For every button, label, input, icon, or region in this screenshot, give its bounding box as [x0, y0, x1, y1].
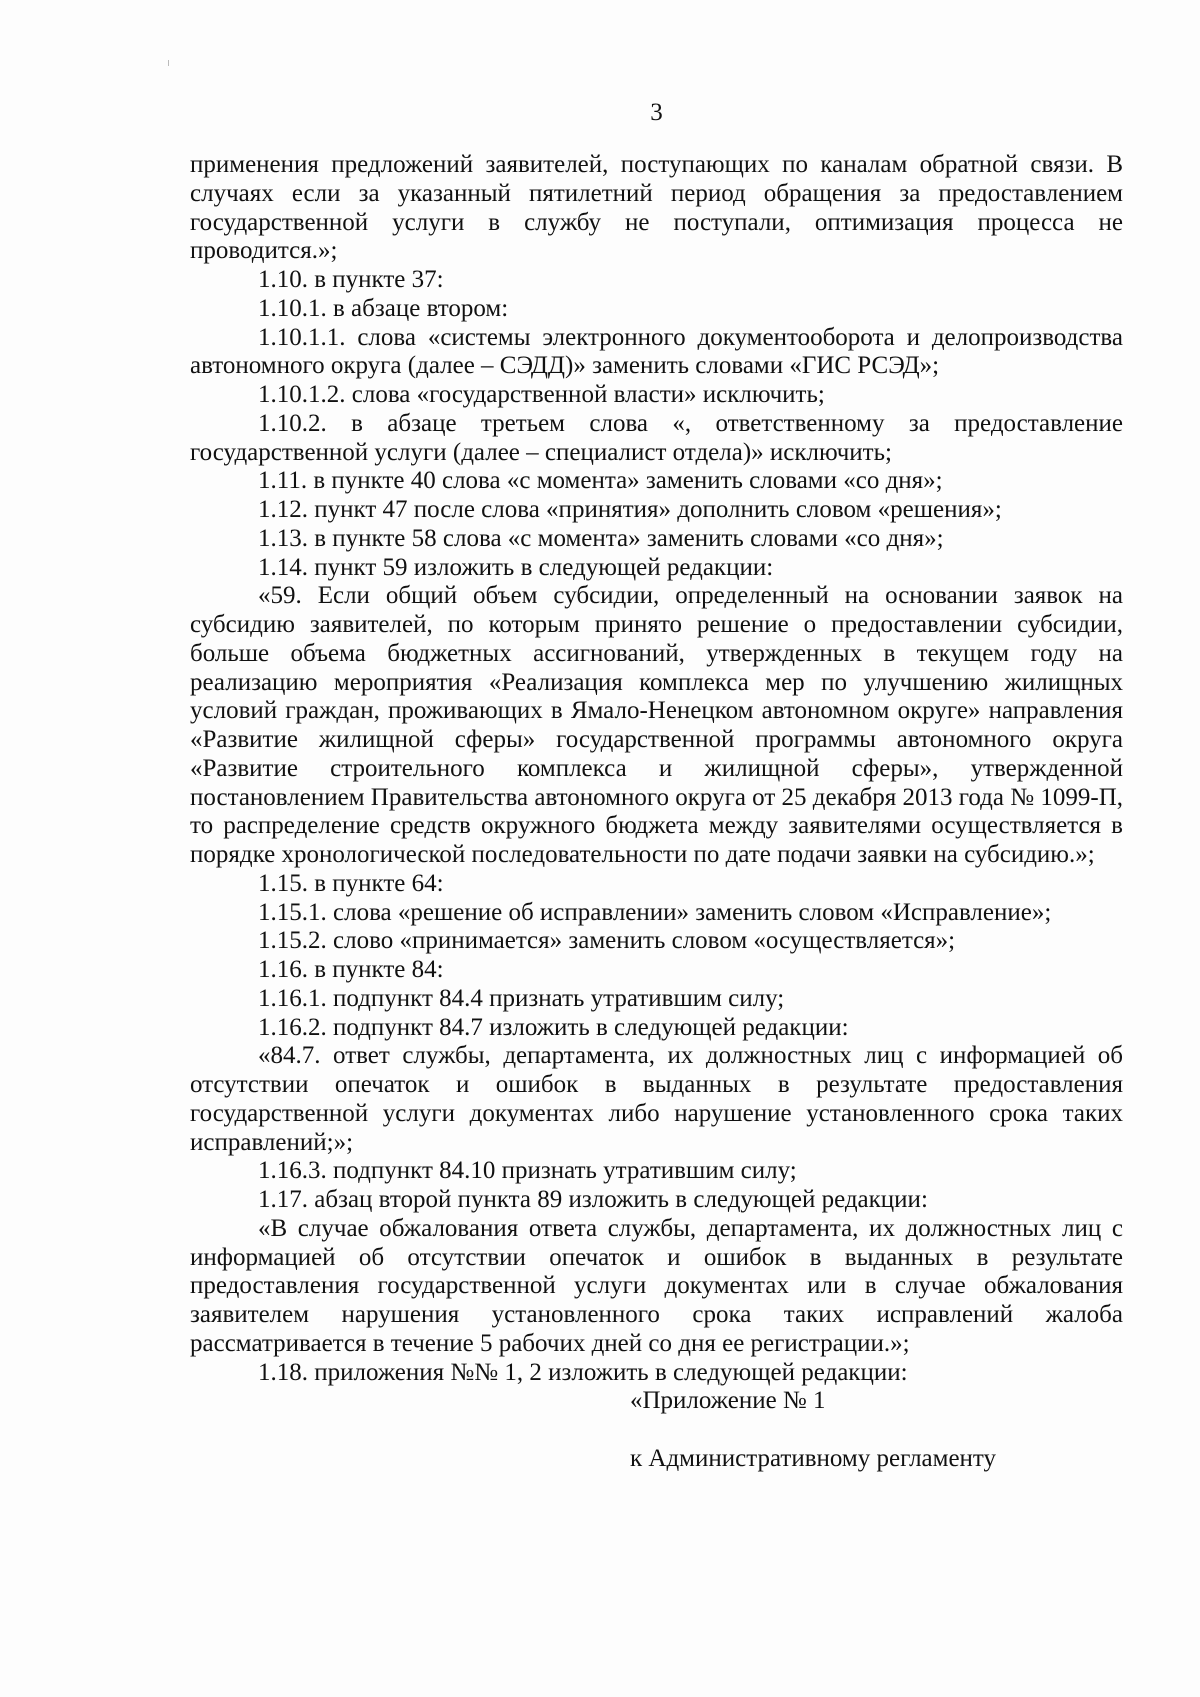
paragraph-1-10-1-2: 1.10.1.2. слова «государственной власти» исключить; — [258, 381, 825, 408]
paragraph-quote-59: «59. Если общий объем субсидии, определенный на основании заявок на субсидию заявителей, по которым принято решение о предоставлении субсидии, больше объема бюджетных ассигнований, утвержденных в текущем году на реализацию мероприятия «Реализация комплекса мер по улучшению жилищных условий граждан, проживающих в Ямало-Ненецком автономном округе» направления «Развитие жилищной сферы» государственной программы автономного округа «Развитие строительного комплекса и жилищной сферы», утвержденной постановлением Правительства автономного округа от 25 декабря 2013 года № 1099-П, то распределение средств окружного бюджета между заявителями осуществляется в порядке хронологической последовательности по дате подачи заявки на субсидию.»; — [190, 582, 1123, 868]
paragraph-1-10-1-1: 1.10.1.1. слова «системы электронного документооборота и делопроизводства автономного округа (далее – СЭДД)» заменить словами «ГИС РСЭД»; — [190, 323, 1123, 380]
paragraph-quote-84-7: «84.7. ответ службы, департамента, их должностных лиц с информацией об отсутствии опечаток и ошибок в выданных в результате предоставления государственной услуги документах либо нарушение установленного срока таких исправлений;»; — [190, 1042, 1123, 1156]
paragraph-1-18: 1.18. приложения №№ 1, 2 изложить в следующей редакции: — [258, 1358, 908, 1386]
paragraph-quote-89: «В случае обжалования ответа службы, департамента, их должностных лиц с информацией об отсутствии опечаток и ошибок в выданных в результате предоставления государственной услуги документах или в случае обжалования заявителем нарушения установленного срока таких исправлений жалоба рассматривается в течение 5 рабочих дней со дня ее регистрации.»; — [190, 1214, 1123, 1357]
paragraph-1-16-2: 1.16.2. подпункт 84.7 изложить в следующей редакции: — [258, 1013, 849, 1041]
paragraph-1-13: 1.13. в пункте 58 слова «с момента» заменить словами «со дня»; — [258, 524, 944, 552]
paragraph-1-15-1: 1.15.1. слова «решение об исправлении» заменить словом «Исправление»; — [258, 898, 1052, 926]
paragraph-1-16-3: 1.16.3. подпункт 84.10 признать утратившим силу; — [258, 1157, 797, 1185]
paragraph-1-17: 1.17. абзац второй пункта 89 изложить в следующей редакции: — [258, 1186, 928, 1213]
paragraph-1-10: 1.10. в пункте 37: — [258, 266, 444, 293]
paragraph-1-14: 1.14. пункт 59 изложить в следующей редакции: — [258, 553, 774, 581]
appendix-subtitle: к Административному регламенту — [630, 1444, 997, 1472]
appendix-title: «Приложение № 1 — [630, 1387, 826, 1415]
page-number: 3 — [650, 99, 663, 126]
paragraph-continuation: применения предложений заявителей, поступающих по каналам обратной связи. В случаях если за указанный пятилетний период обращения за предоставлением государственной услуги в службу не поступали, оптимизация процесса не проводится.»; — [190, 151, 1123, 265]
paragraph-1-15: 1.15. в пункте 64: — [258, 869, 444, 897]
paragraph-1-12: 1.12. пункт 47 после слова «принятия» дополнить словом «решения»; — [258, 496, 1002, 523]
paragraph-1-11: 1.11. в пункте 40 слова «с момента» заменить словами «со дня»; — [258, 467, 943, 495]
paragraph-1-16-1: 1.16.1. подпункт 84.4 признать утратившим силу; — [258, 984, 785, 1012]
paragraph-1-16: 1.16. в пункте 84: — [258, 956, 444, 983]
paragraph-1-10-2: 1.10.2. в абзаце третьем слова «, ответственному за предоставление государственной услуги (далее – специалист отдела)» исключить; — [190, 409, 1123, 466]
page-edge-mark — [168, 60, 169, 66]
document-body — [190, 151, 1123, 1474]
paragraph-1-15-2: 1.15.2. слово «принимается» заменить словом «осуществляется»; — [258, 927, 956, 955]
paragraph-1-10-1: 1.10.1. в абзаце втором: — [258, 294, 509, 322]
